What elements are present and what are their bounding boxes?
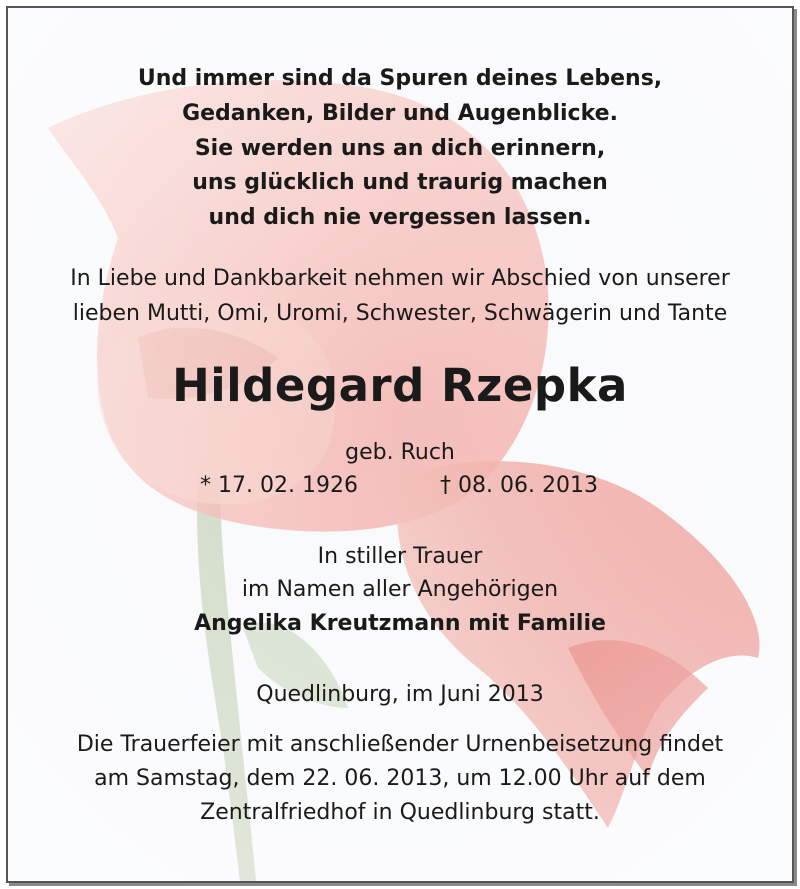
family-name: Angelika Kreutzmann mit Familie xyxy=(194,611,606,636)
birth-date: * 17. 02. 1926 xyxy=(200,473,358,498)
verse-line: Sie werden uns an dich erinnern, xyxy=(194,136,606,161)
obituary-frame xyxy=(6,6,794,883)
ceremony-line: Zentralfriedhof in Quedlinburg statt. xyxy=(200,800,600,825)
verse-line: und dich nie vergessen lassen. xyxy=(208,205,592,230)
ceremony-line: am Samstag, dem 22. 06. 2013, um 12.00 Uhr auf dem xyxy=(94,766,706,791)
mourning-line: In stiller Trauer xyxy=(317,544,483,569)
deceased-name: Hildegard Rzepka xyxy=(172,359,628,412)
verse-line: Und immer sind da Spuren deines Lebens, xyxy=(137,66,663,91)
intro-line: In Liebe und Dankbarkeit nehmen wir Abschied von unserer xyxy=(70,266,730,291)
place-date: Quedlinburg, im Juni 2013 xyxy=(256,682,544,707)
intro-line: lieben Mutti, Omi, Uromi, Schwester, Schwägerin und Tante xyxy=(72,301,728,326)
obituary-text xyxy=(8,8,792,881)
death-date: † 08. 06. 2013 xyxy=(440,473,598,498)
maiden-name: geb. Ruch xyxy=(345,440,455,465)
ceremony-line: Die Trauerfeier mit anschließender Urnenbeisetzung findet xyxy=(76,732,724,757)
life-dates xyxy=(8,469,792,503)
verse-line: uns glücklich und traurig machen xyxy=(192,170,608,195)
verse-line: Gedanken, Bilder und Augenblicke. xyxy=(182,101,618,126)
mourning-line: im Namen aller Angehörigen xyxy=(241,577,559,602)
